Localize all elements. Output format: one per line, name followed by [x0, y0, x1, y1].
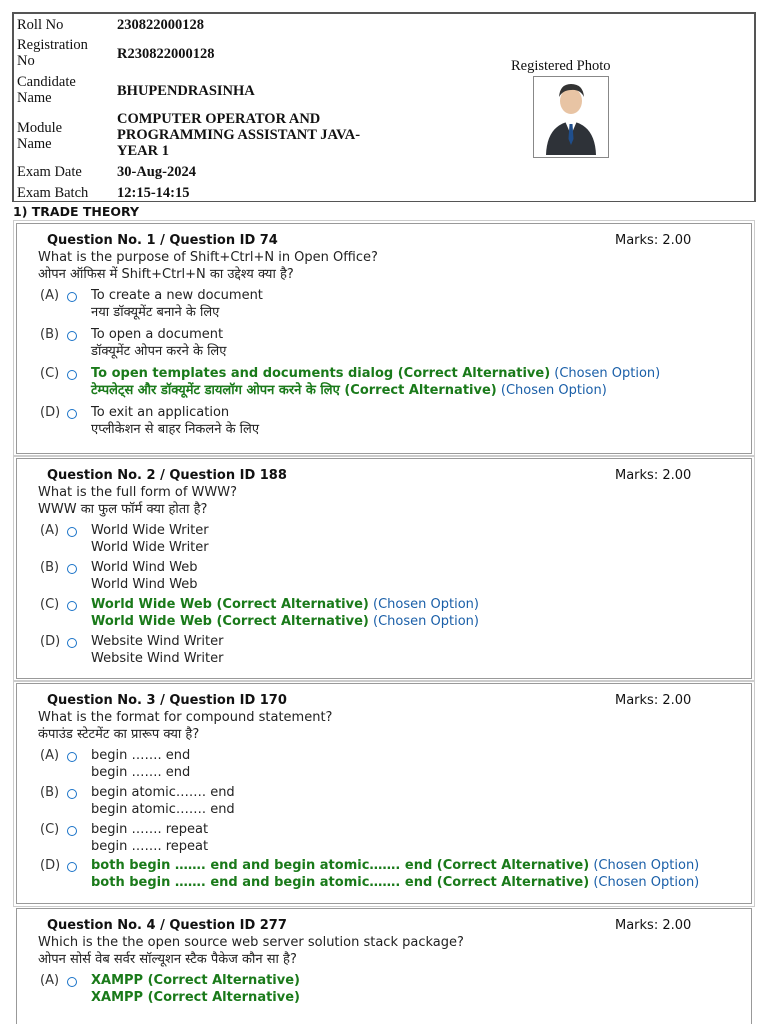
radio-icon[interactable] [67, 752, 77, 762]
option-text: To create a new document नया डॉक्यूमेंट बनाने के लिए [91, 288, 263, 320]
radio-icon[interactable] [67, 409, 77, 419]
question-heading: Question No. 4 / Question ID 277 [47, 918, 287, 933]
correct-alternative-text: XAMPP (Correct Alternative) [91, 989, 300, 1005]
option-text: begin atomic……. end begin atomic……. end [91, 785, 235, 817]
option-text: begin ……. repeat begin ……. repeat [91, 822, 209, 854]
option-key: (D) [40, 858, 61, 873]
module-value: COMPUTER OPERATOR AND PROGRAMMING ASSISTANT JAVA- YEAR 1 [117, 111, 361, 159]
question-card [16, 683, 752, 904]
question-text: What is the full form of WWW? WWW का फुल फॉर्म क्या होता है? [38, 485, 238, 517]
option-text: World Wind Web World Wind Web [91, 560, 198, 592]
correct-alternative-text: To open templates and documents dialog (Correct Alternative) [91, 366, 551, 381]
radio-icon[interactable] [67, 527, 77, 537]
radio-icon[interactable] [67, 601, 77, 611]
exam-date-value: 30-Aug-2024 [117, 164, 196, 180]
registered-photo [533, 76, 609, 158]
correct-alternative-text: both begin ……. end and begin atomic……. end (Correct Alternative) [91, 858, 590, 873]
question-card [16, 458, 752, 679]
option-key: (A) [40, 973, 60, 988]
section-title: 1) TRADE THEORY [13, 204, 140, 219]
option-key: (B) [40, 560, 60, 575]
correct-alternative-text: XAMPP (Correct Alternative) [91, 973, 300, 988]
candidate-label: Candidate Name [17, 74, 76, 106]
radio-icon[interactable] [67, 789, 77, 799]
question-marks: Marks: 2.00 [615, 693, 692, 708]
radio-icon[interactable] [67, 564, 77, 574]
exam-date-label: Exam Date [17, 164, 82, 180]
roll-value: 230822000128 [117, 17, 204, 33]
question-marks: Marks: 2.00 [615, 233, 692, 248]
radio-icon[interactable] [67, 331, 77, 341]
option-key: (B) [40, 327, 60, 342]
chosen-option-tag: (Chosen Option) [373, 613, 479, 629]
option-key: (A) [40, 288, 60, 303]
option-key: (C) [40, 366, 60, 381]
option-text [91, 366, 731, 399]
registration-label: Registration No [17, 37, 88, 69]
chosen-option-tag: (Chosen Option) [373, 597, 479, 612]
chosen-option-tag: (Chosen Option) [554, 366, 661, 381]
correct-alternative-text: both begin ……. end and begin atomic……. end (Correct Alternative) [91, 874, 590, 890]
option-text: begin ……. end begin ……. end [91, 748, 191, 780]
correct-alternative-text: World Wide Web (Correct Alternative) [91, 613, 369, 629]
question-heading: Question No. 2 / Question ID 188 [47, 468, 287, 483]
option-key: (C) [40, 822, 60, 837]
correct-alternative-text: टेम्पलेट्स और डॉक्यूमेंट डायलॉग ओपन करने के लिए (Correct Alternative) [91, 382, 497, 398]
option-key: (B) [40, 785, 60, 800]
radio-icon[interactable] [67, 977, 77, 987]
option-text: To exit an application एप्लीकेशन से बाहर निकलने के लिए [91, 405, 260, 437]
question-card [16, 908, 752, 1024]
radio-icon[interactable] [67, 826, 77, 836]
chosen-option-tag: (Chosen Option) [593, 858, 700, 873]
option-key: (C) [40, 597, 60, 612]
option-text: To open a document डॉक्यूमेंट ओपन करने के लिए [91, 327, 227, 359]
option-text [91, 597, 731, 630]
option-text: Website Wind Writer Website Wind Writer [91, 634, 224, 666]
question-marks: Marks: 2.00 [615, 918, 692, 933]
option-text: World Wide Writer World Wide Writer [91, 523, 209, 555]
option-key: (D) [40, 634, 61, 649]
correct-alternative-text: World Wide Web (Correct Alternative) [91, 597, 369, 612]
registration-value: R230822000128 [117, 46, 215, 62]
chosen-option-tag: (Chosen Option) [500, 382, 607, 398]
question-text: What is the format for compound statement? कंपाउंड स्टेटमेंट का प्रारूप क्या है? [38, 710, 333, 742]
question-heading: Question No. 3 / Question ID 170 [47, 693, 287, 708]
question-card [16, 223, 752, 454]
option-text [91, 973, 731, 1006]
module-label: Module Name [17, 120, 63, 152]
chosen-option-tag: (Chosen Option) [593, 874, 700, 890]
person-avatar-icon [534, 77, 608, 157]
radio-icon[interactable] [67, 638, 77, 648]
registered-photo-label: Registered Photo [511, 58, 611, 74]
question-marks: Marks: 2.00 [615, 468, 692, 483]
radio-icon[interactable] [67, 370, 77, 380]
radio-icon[interactable] [67, 292, 77, 302]
question-heading: Question No. 1 / Question ID 74 [47, 233, 278, 248]
option-key: (A) [40, 523, 60, 538]
option-key: (D) [40, 405, 61, 420]
question-text: What is the purpose of Shift+Ctrl+N in Open Office? ओपन ऑफिस में Shift+Ctrl+N का उद्देश्य क्या है? [38, 250, 378, 282]
roll-label: Roll No [17, 17, 64, 33]
question-text: Which is the the open source web server solution stack package? ओपन सोर्स वेब सर्वर सॉल्यूशन स्टैक पैकेज कौन सा है? [38, 935, 464, 967]
exam-batch-label: Exam Batch [17, 185, 89, 201]
exam-batch-value: 12:15-14:15 [117, 185, 190, 201]
option-key: (A) [40, 748, 60, 763]
option-text [91, 858, 731, 891]
candidate-info-table [12, 12, 756, 202]
candidate-value: BHUPENDRASINHA [117, 83, 255, 99]
radio-icon[interactable] [67, 862, 77, 872]
